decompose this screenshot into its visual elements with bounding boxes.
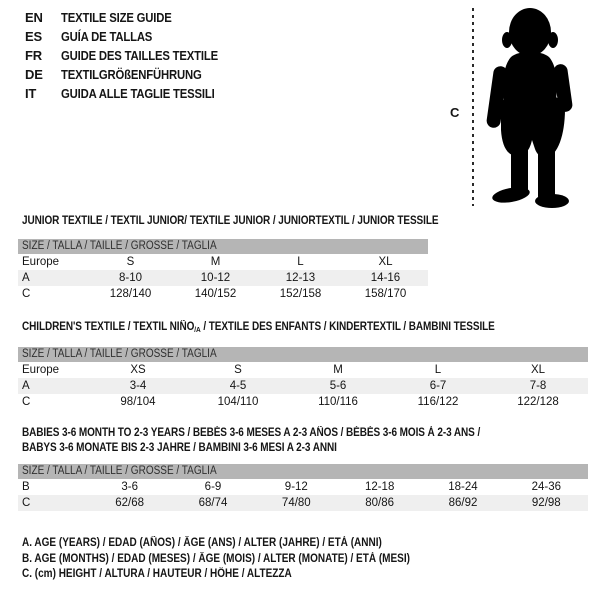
- table-row-europe: [18, 362, 588, 378]
- size-header-text: SIZE / TALLA / TAILLE / GRÖSSE / TAGLIA: [22, 465, 217, 477]
- size-header-bar: [18, 239, 428, 254]
- cell: 122/128: [517, 396, 559, 408]
- children-title-main: CHILDREN'S TEXTILE / TEXTIL NIÑO: [22, 321, 195, 333]
- babies-size-table: [18, 464, 588, 511]
- cell: L: [297, 256, 304, 268]
- size-header-bar: [18, 464, 588, 479]
- footnote-b-text: B. AGE (MONTHS) / EDAD (MESES) / ÂGE (MOIS) / ALTER (MONATE) / ETÀ (MESI): [22, 552, 410, 565]
- footnote-a: [22, 536, 468, 552]
- cell: 110/116: [318, 396, 358, 408]
- cell: 116/122: [417, 396, 459, 408]
- cell: 10-12: [200, 272, 231, 284]
- junior-table-title: [22, 214, 501, 229]
- row-label: C: [22, 396, 31, 408]
- language-row-en: [25, 8, 241, 27]
- cell: 12-13: [285, 272, 316, 284]
- children-table-title-text: [22, 320, 495, 337]
- cell: 158/170: [364, 288, 407, 300]
- row-label: A: [22, 272, 30, 284]
- language-code: FR: [25, 48, 42, 63]
- cell: 80/86: [365, 497, 395, 509]
- height-label-c: C: [450, 105, 460, 120]
- babies-table-title: [22, 426, 549, 456]
- junior-size-table: [18, 239, 428, 302]
- babies-title-line1: BABIES 3-6 MONTH TO 2-3 YEARS / BEBÉS 3-6 MESES A 2-3 AÑOS / BÉBÉS 3-6 MOIS À 2-3 ANS /: [22, 427, 481, 439]
- table-row-a: [18, 378, 588, 394]
- baby-silhouette-icon: [464, 2, 600, 210]
- footnote-c: [22, 567, 468, 583]
- size-header-text: SIZE / TALLA / TAILLE / GRÖSSE / TAGLIA: [22, 348, 217, 360]
- children-title-sub: /A: [194, 325, 201, 334]
- cell: 9-12: [284, 481, 308, 493]
- table-row-c: [18, 286, 428, 302]
- language-title: TEXTILE SIZE GUIDE: [61, 10, 172, 25]
- cell: 14-16: [370, 272, 401, 284]
- table-row-c: [18, 495, 588, 511]
- language-row-it: [25, 84, 241, 103]
- language-code: IT: [25, 86, 37, 101]
- footnote-c-text: C. (cm) HEIGHT / ALTURA / HAUTEUR / HÖHE / ALTEZZA: [22, 568, 292, 581]
- language-list: [25, 8, 241, 103]
- junior-table-title-text: JUNIOR TEXTILE / TEXTIL JUNIOR/ TEXTILE JUNIOR / JUNIORTEXTIL / JUNIOR TESSILE: [22, 215, 439, 227]
- language-title: TEXTILGRÖßENFÜHRUNG: [61, 67, 202, 82]
- size-header-bar: [18, 347, 588, 362]
- cell: 92/98: [531, 497, 561, 509]
- cell: 5-6: [329, 380, 347, 392]
- cell: 7-8: [529, 380, 547, 392]
- children-table-title: [22, 320, 565, 337]
- cell: 24-36: [531, 481, 562, 493]
- language-title: GUIDE DES TAILLES TEXTILE: [61, 48, 218, 63]
- cell: 68/74: [198, 497, 228, 509]
- babies-title-line2: BABYS 3-6 MONATE BIS 2-3 JAHRE / BAMBINI 3-6 MESI A 2-3 ANNI: [22, 442, 337, 454]
- language-title: GUÍA DE TALLAS: [61, 29, 153, 44]
- language-row-es: [25, 27, 241, 46]
- footnote-a-text: A. AGE (YEARS) / EDAD (AÑOS) / ÂGE (ANS) / ALTER (JAHRE) / ETÀ (ANNI): [22, 537, 382, 549]
- cell: XL: [530, 364, 546, 376]
- cell: M: [333, 364, 343, 376]
- language-title: GUIDA ALLE TAGLIE TESSILI: [61, 86, 215, 101]
- row-label: C: [22, 497, 31, 509]
- size-header-text: SIZE / TALLA / TAILLE / GRÖSSE / TAGLIA: [22, 240, 217, 252]
- language-code: ES: [25, 29, 42, 44]
- cell: S: [234, 364, 242, 376]
- children-size-table: [18, 347, 588, 410]
- cell: L: [434, 364, 442, 376]
- footnote-legend: [22, 536, 468, 583]
- cell: 128/140: [109, 288, 152, 300]
- cell: M: [210, 256, 221, 268]
- cell: 152/158: [279, 288, 322, 300]
- cell: 62/68: [115, 497, 145, 509]
- table-row-c: [18, 394, 588, 410]
- row-label: Europe: [22, 364, 60, 376]
- language-code: EN: [25, 10, 43, 25]
- cell: S: [126, 256, 135, 268]
- cell: 6-7: [429, 380, 447, 392]
- children-title-rest: / TEXTILE DES ENFANTS / KINDERTEXTIL / BAMBINI TESSILE: [200, 321, 495, 333]
- cell: XL: [378, 256, 393, 268]
- row-label: B: [22, 481, 30, 493]
- cell: 18-24: [448, 481, 478, 493]
- footnote-b: [22, 552, 468, 568]
- table-row-b: [18, 479, 588, 495]
- table-row-europe: [18, 254, 428, 270]
- cell: 104/110: [217, 396, 259, 408]
- row-label: A: [22, 380, 30, 392]
- cell: 98/104: [120, 396, 156, 408]
- cell: 86/92: [448, 497, 478, 509]
- language-row-de: [25, 65, 241, 84]
- cell: 4-5: [229, 380, 247, 392]
- cell: 8-10: [118, 272, 143, 284]
- cell: 6-9: [204, 481, 222, 493]
- cell: 3-4: [129, 380, 147, 392]
- cell: 12-18: [364, 481, 395, 493]
- language-code: DE: [25, 67, 43, 82]
- cell: 74/80: [281, 497, 311, 509]
- cell: 3-6: [121, 481, 138, 493]
- row-label: C: [22, 288, 31, 300]
- language-row-fr: [25, 46, 241, 65]
- row-label: Europe: [22, 256, 60, 268]
- cell: XS: [130, 364, 146, 376]
- table-row-a: [18, 270, 428, 286]
- cell: 140/152: [194, 288, 237, 300]
